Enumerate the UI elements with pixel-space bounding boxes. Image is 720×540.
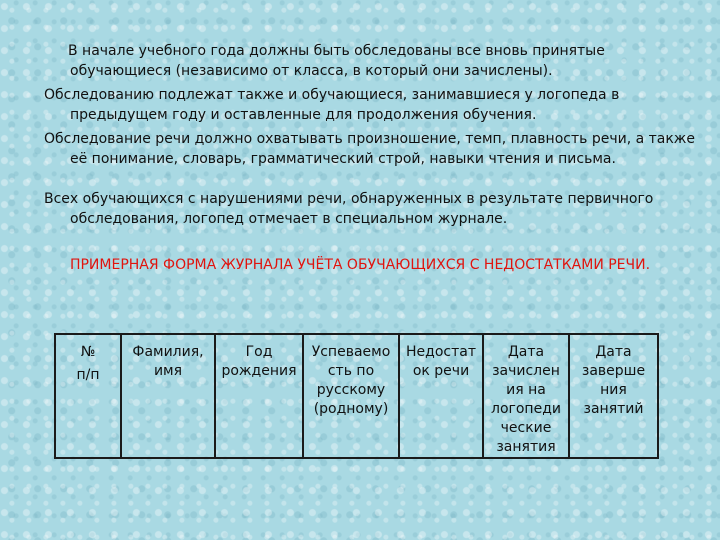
header-line: заверше [581, 363, 646, 379]
header-cell-enrollment-date [483, 334, 569, 458]
header-line: Фамилия, [132, 344, 204, 360]
paragraph-new-students: В начале учебного года должны быть обследованы все вновь принятые обучающиеся (независимо от класса, в который они зачислены). [68, 43, 605, 79]
header-line: Год [245, 344, 273, 360]
paragraph-speech-examination: Обследование речи должно охватывать произношение, темп, плавность речи, а также её понимание, словарь, грамматический строй, навыки чтения и письма. [44, 131, 696, 167]
header-line: имя [153, 363, 183, 379]
paragraph-journal-note: Всех обучающихся с нарушениями речи, обнаруженных в результате первичного обследования, логопед отмечает в специальном журнале. [44, 191, 654, 227]
header-line: Недостат [406, 344, 476, 360]
header-line: занятий [583, 401, 644, 417]
header-line: Дата [507, 344, 545, 360]
header-line: ок речи [412, 363, 470, 379]
header-line: № [80, 344, 96, 360]
header-line: логопеди [491, 401, 561, 417]
header-line: (родному) [313, 401, 389, 417]
header-cell-name [121, 334, 215, 458]
paragraph-continuing-students: Обследованию подлежат также и обучающиеся, занимавшиеся у логопеда в предыдущем году и оставленные для продолжения обучения. [44, 87, 620, 123]
header-line: п/п [76, 367, 100, 383]
header-line: русскому [316, 382, 386, 398]
journal-form-heading: ПРИМЕРНАЯ ФОРМА ЖУРНАЛА УЧЁТА ОБУЧАЮЩИХСЯ С НЕДОСТАТКАМИ РЕЧИ. [69, 257, 651, 273]
header-line: рождения [221, 363, 297, 379]
header-cell-birth-year [215, 334, 303, 458]
header-line: Успеваемо [311, 344, 391, 360]
header-cell-number [55, 334, 121, 458]
header-line: зачислен [492, 363, 560, 379]
journal-table [54, 333, 659, 459]
header-line: ческие [500, 420, 552, 436]
header-line: ния [600, 382, 627, 398]
header-cell-progress [303, 334, 399, 458]
header-line: ия на [506, 382, 546, 398]
header-cell-completion-date [569, 334, 658, 458]
header-cell-speech-defect [399, 334, 483, 458]
table-header-row [55, 334, 658, 458]
header-line: занятия [496, 439, 556, 455]
header-line: сть по [327, 363, 375, 379]
header-line: Дата [595, 344, 632, 360]
